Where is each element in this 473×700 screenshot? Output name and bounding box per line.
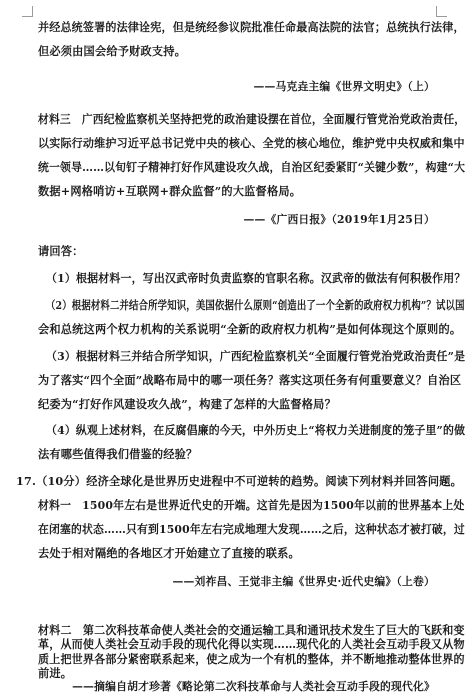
text-line: 以实际行动维护习近平总书记党中央的核心、全党的核心地位，维护党中央权威和集中: [38, 136, 465, 150]
text-line: 材料一 1500年左右是世界近代史的开端。这首先是因为1500年以前的世界基本上处: [38, 498, 465, 512]
text-line: 并经总统签署的法律诠宪，但是统经参议院批准任命最高法院的法官；总统执行法律，: [38, 20, 465, 34]
text-line: 去处于相对隔绝的各地区才开始建立了直接的联系。: [38, 546, 300, 560]
text-line: 为了落实“四个全面”战略布局中的哪一项任务？落实这项任务有何重要意义？自治区: [38, 373, 462, 387]
text-line: 在闭塞的状态……只有到1500年左右完成地理大发现……之后，这种状态才被打破，过: [38, 522, 465, 536]
text-line: 但必须由国会给予财政支持。: [38, 44, 187, 58]
question-item: （1）根据材料一，写出汉武帝时负责监察的官职名称。汉武帝的做法有何积极作用？: [46, 271, 466, 285]
question-item: （2）根据材料二并结合所学知识，美国依据什么原则“创造出了一个全新的政府权力机构”？试以国: [46, 298, 465, 312]
text-line: 统一领导……以旬钉子精神打好作风建设攻久战，自治区纪委紧盯“关键少数”，构建“大: [38, 160, 466, 174]
text-line: 革，从而使人类社会互动手段的现代化得以实现……现代化的人类社会互动手段又从物: [38, 637, 465, 652]
source-citation: ——刘祚昌、王觉非主编《世界史·近代史编》（上卷）: [172, 575, 435, 588]
question-item: （4）纵观上述材料，在反腐倡廉的今天，中外历史上“将权力关进制度的笼子里”的做: [46, 423, 466, 437]
text-line: 材料三 广西纪检监察机关坚持把党的政治建设摆在首位，全面履行管党治党政治责任，: [38, 112, 466, 126]
text-line: 数据+网格哨访+互联网+群众监督”的大监督格局。: [38, 184, 302, 198]
text-line: 法有哪些值得我们借鉴的经验？: [38, 447, 198, 461]
text-line: 材料二 第二次科技革命使人类社会的交通运输工具和通讯技术发生了巨大的飞跃和变: [38, 623, 465, 637]
question-item: （3）根据材料三并结合所学知识，广西纪检监察机关“全面履行管党治党政治责任”是: [46, 349, 466, 363]
question-prompt: 请回答：: [38, 244, 84, 258]
source-citation: ——摘编自胡才珍著《略论第二次科技革命与人类社会互动手段的现代化》: [72, 680, 435, 693]
text-line: 纪委为“打好作风建设攻久战”，构建了怎样的大监督格局？: [38, 397, 336, 411]
text-line: 会和总统这两个权力机构的关系说明“全新的政府权力机构”是如何体现这个原则的。: [38, 322, 462, 336]
text-line: 质上把世界各部分紧密联系起来，使之成为一个有机的整体，并不断地推动整体世界的: [38, 651, 465, 666]
source-citation: ——马克垚主编《世界文明史》（上）: [253, 80, 435, 93]
question-17-header: 17.（10分）经济全球化是世界历史进程中不可逆转的趋势。阅读下列材料并回答问题。: [16, 474, 462, 488]
text-line: 前进。: [38, 665, 73, 680]
source-citation: ——《广西日报》（2019年1月25日）: [243, 213, 435, 226]
